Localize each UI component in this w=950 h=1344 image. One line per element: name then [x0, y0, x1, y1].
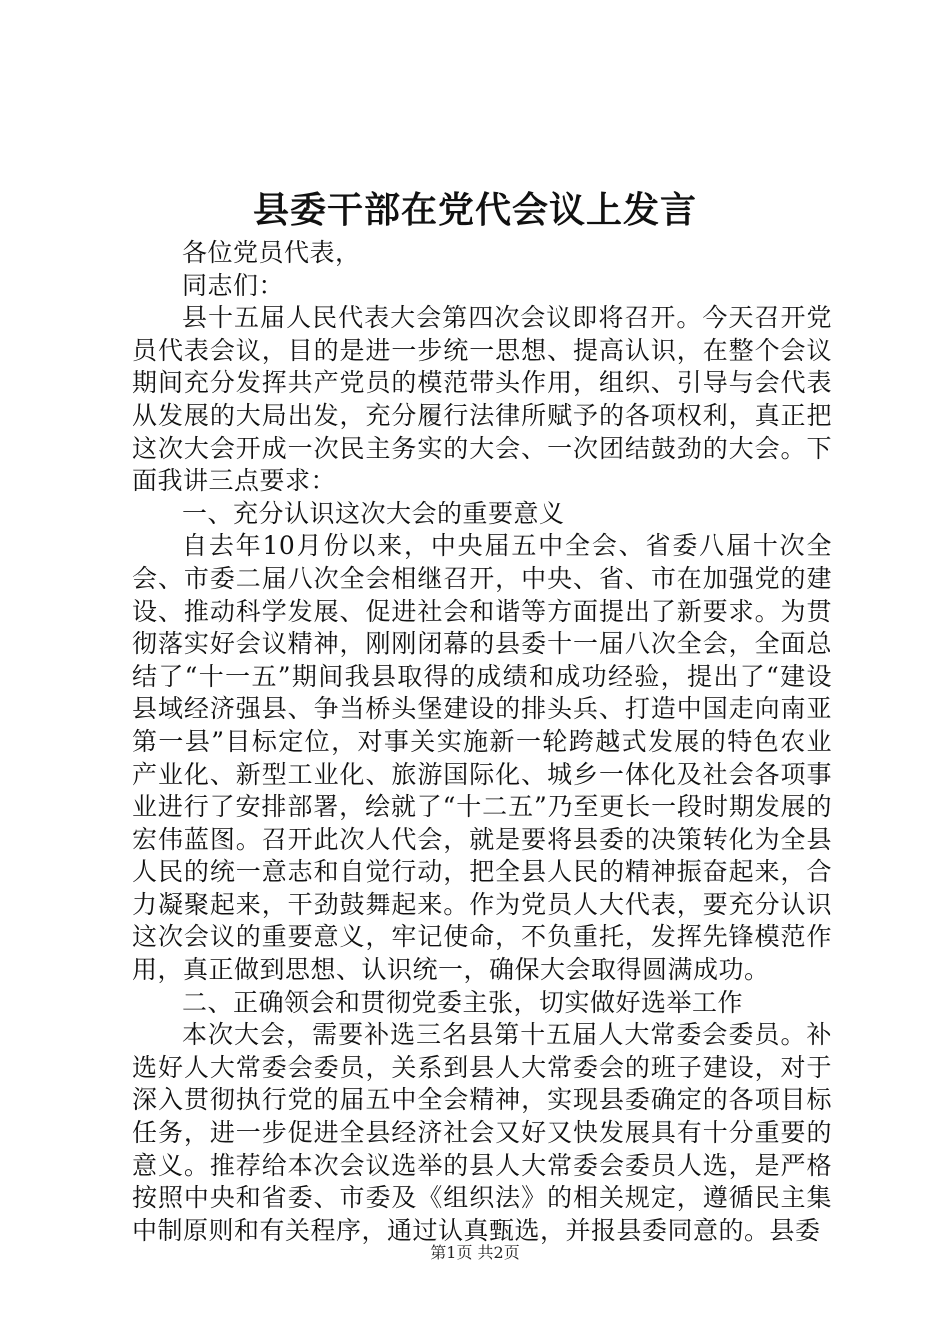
page-footer: 第1页 共2页 — [430, 1243, 520, 1262]
paragraph-section-1: 自去年10月份以来，中央届五中全会、省委八届十次全会、市委二届八次全会相继召开，中央、省、市在加强党的建设、推动科学发展、促进社会和谐等方面提出了新要求。为贯彻落实好会议精神，刚刚闭幕的县委十一届八次全会，全面总结了“十一五”期间我县取得的成绩和成功经验，提出了“建设县域经济强县、争当桥头堡建设的排头兵、打造中国走向南亚第一县”目标定位，对事关实施新一轮跨越式发展的特色农业产业化、新型工业化、旅游国际化、城乡一体化及社会各项事业进行了安排部署，绘就了“十二五”乃至更长一段时期发展的宏伟蓝图。召开此次人代会，就是要将县委的决策转化为全县人民的统一意志和自觉行动，把全县人民的精神振奋起来，合力凝聚起来，干劲鼓舞起来。作为党员人大代表，要充分认识这次会议的重要意义，牢记使命，不负重托，发挥先锋模范作用，真正做到思想、认识统一，确保大会取得圆满成功。 — [132, 531, 832, 985]
salutation-comrades: 同志们： — [182, 270, 285, 300]
section-heading-1: 一、充分认识这次大会的重要意义 — [182, 498, 565, 528]
document-body — [132, 237, 832, 1247]
section-heading-2: 二、正确领会和贯彻党委主张，切实做好选举工作 — [182, 987, 744, 1017]
salutation-delegates: 各位党员代表， — [182, 238, 361, 267]
document-title: 县委干部在党代会议上发言 — [252, 189, 697, 231]
paragraph-section-2: 本次大会，需要补选三名县第十五届人大常委会委员。补选好人大常委会委员，关系到县人大常委会的班子建设，对于深入贯彻执行党的届五中全会精神，实现县委确定的各项目标任务，进一步促进全县经济社会又好又快发展具有十分重要的意义。推荐给本次会议选举的县人大常委会委员人选，是严格按照中央和省委、市委及《组织法》的相关规定，遵循民主集中制原则和有关程序，通过认真甄选，并报县委同意的。县委 — [132, 1020, 832, 1245]
paragraph-intro: 县十五届人民代表大会第四次会议即将召开。今天召开党员代表会议，目的是进一步统一思想、提高认识，在整个会议期间充分发挥共产党员的模范带头作用，组织、引导与会代表从发展的大局出发，充分履行法律所赋予的各项权利，真正把这次大会开成一次民主务实的大会、一次团结鼓劲的大会。下面我讲三点要求： — [132, 303, 832, 496]
